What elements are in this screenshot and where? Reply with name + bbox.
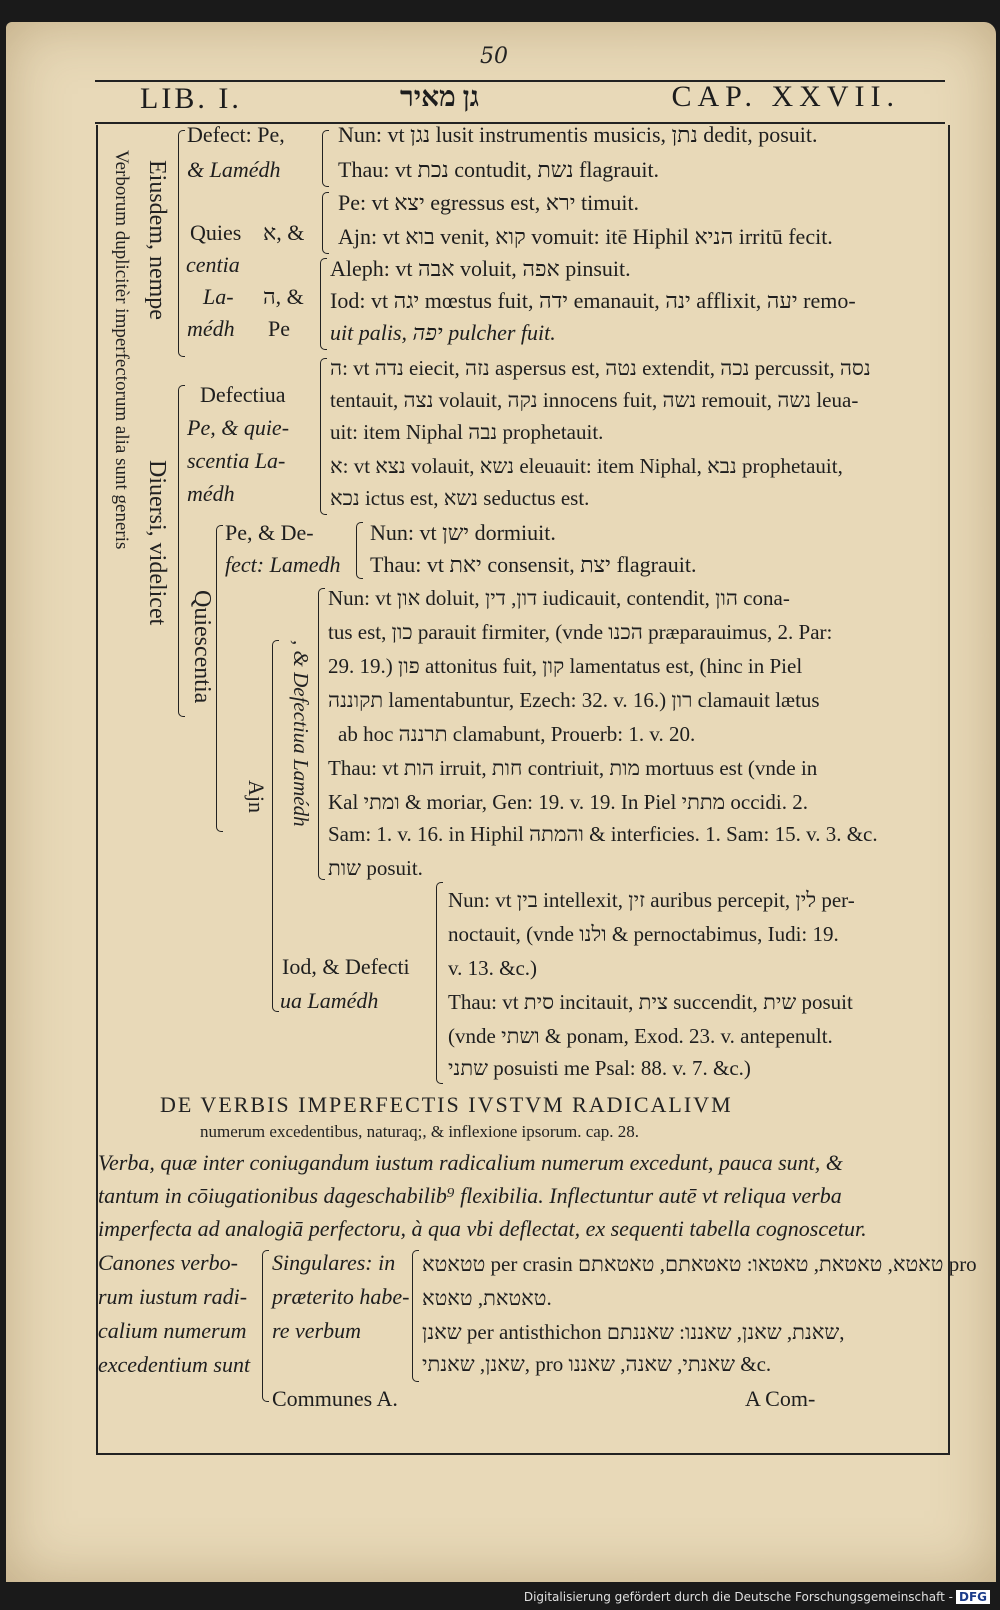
- bracket: [412, 1250, 419, 1382]
- table-line: La-: [203, 284, 234, 309]
- communes-label: Communes A.: [272, 1386, 398, 1411]
- table-line: Defect: Pe,: [187, 122, 285, 147]
- footer-text: Digitalisierung gefördert durch die Deutsche Forschungsgemeinschaft -: [523, 1590, 953, 1604]
- bracket: [320, 258, 327, 350]
- table-line: ab hoc תרננה clamabunt, Prouerb: 1. v. 20.: [338, 722, 696, 746]
- body-line: tantum in cōiugationibus dageschabilib⁹ flexibilia. Inflectuntur autē vt reliqua verba: [98, 1183, 842, 1208]
- table-line: uit palis, יפה pulcher fuit.: [330, 320, 556, 345]
- body-line: imperfecta ad analogiā perfectoru, à qua vbi deflectat, ex sequenti tabella cognoscetur.: [98, 1216, 867, 1241]
- dfg-logo: DFG: [956, 1590, 990, 1604]
- table-line: Nun: vt בין intellexit, זין auribus percepit, לין per-: [448, 888, 855, 912]
- table-entry: טאטאת, טאטא.: [422, 1286, 552, 1310]
- running-head-left: LIB. I.: [140, 82, 242, 115]
- canones-line: calium numerum: [98, 1318, 247, 1343]
- canones-line: excedentium sunt: [98, 1352, 251, 1377]
- table-line: Thau: vt יאת consensit, יצת flagrauit.: [370, 552, 697, 577]
- table-line: médh: [187, 316, 235, 341]
- bracket: [178, 385, 185, 717]
- table-line: ה: vt נדה eiecit, נזה aspersus est, נטה extendit, נכה percussit, נסה: [330, 356, 871, 380]
- table-line: Pe: vt יצא egressus est, ירא timuit.: [338, 190, 640, 215]
- ajin-label: Ajn: [244, 780, 269, 813]
- table-line: Defectiua: [200, 382, 286, 407]
- table-line: tentauit, נצה volauit, נקה innocens fuit, נשה remouit, נשה leua-: [330, 388, 859, 412]
- running-head-right: CAP. XXVII.: [671, 80, 900, 113]
- table-line: שות posuit.: [328, 856, 423, 880]
- outer-category-label: Verborum duplicitèr imperfectorum alia sunt generis: [111, 150, 132, 550]
- bracket: [356, 522, 363, 579]
- bracket: [262, 1250, 269, 1402]
- table-line: נכא ictus est, נשא seductus est.: [330, 486, 590, 510]
- table-entry: שאנן, שאנתי, pro שאנתי, שאנה, שאננו &c.: [422, 1352, 772, 1376]
- table-line: Thau: vt הות irruit, חות contriuit, מות mortuus est (vnde in: [328, 756, 818, 780]
- singulares-line: re verbum: [272, 1318, 361, 1343]
- table-line: tus est, כון parauit firmiter, (vnde הכנו præparauimus, 2. Par:: [328, 620, 833, 644]
- table-line: Sam: 1. v. 16. in Hiphil והמתה & interficies. 1. Sam: 15. v. 3. &c.: [328, 822, 878, 846]
- table-line: uit: item Niphal נבה prophetauit.: [330, 420, 604, 444]
- table-line: Pe, & De-: [225, 520, 314, 545]
- table-line: Nun: vt און doluit, דון, דין iudicauit, contendit, הון cona-: [328, 586, 790, 610]
- table-line: scentia La-: [187, 448, 286, 473]
- body-line: Verba, quæ inter coniugandum iustum radicalium numerum excedunt, pauca sunt, &: [98, 1150, 843, 1175]
- bracket: [178, 130, 185, 357]
- canones-line: Canones verbo-: [98, 1250, 238, 1275]
- table-line: & Lamédh: [187, 157, 281, 182]
- table-line: א, &: [263, 220, 305, 245]
- bracket: [216, 525, 223, 832]
- bracket: [322, 192, 329, 254]
- table-line: Pe, & quie-: [187, 415, 290, 440]
- eiusdem-label: Eiusdem, nempe: [144, 160, 170, 320]
- table-line: médh: [187, 481, 235, 506]
- table-line: Pe: [268, 316, 290, 341]
- bracket: [272, 640, 279, 1012]
- table-line: v. 13. &c.): [448, 956, 538, 980]
- table-line: Aleph: vt אבה voluit, אפה pinsuit.: [330, 256, 631, 281]
- diuersi-label: Diuersi, videlicet: [144, 460, 170, 626]
- bracket: [322, 130, 329, 187]
- table-line: Quies: [190, 220, 242, 245]
- quiescentia-label: Quiescentia: [189, 590, 215, 704]
- table-line: Iod, & Defecti: [282, 954, 410, 979]
- singulares-line: Singulares: in: [272, 1250, 396, 1275]
- table-line: 29. 19.) פון attonitus fuit, קון lamentatus est, (hinc in Piel: [328, 654, 803, 678]
- table-line: (vnde ושתי & ponam, Exod. 23. v. antepenult.: [448, 1024, 833, 1048]
- bracket: [320, 358, 327, 515]
- table-line: Nun: vt ישן dormiuit.: [370, 520, 556, 545]
- table-line: centia: [186, 252, 240, 277]
- table-line: Nun: vt נגן lusit instrumentis musicis, נתן dedit, posuit.: [338, 122, 818, 147]
- section-subheading: numerum excedentibus, naturaq;, & inflexione ipsorum. cap. 28.: [200, 1122, 640, 1141]
- table-line: fect: Lamedh: [225, 552, 341, 577]
- defectiua-lamedh-label: , & Defectiua Lamédh: [289, 640, 313, 827]
- running-head-center: גן מאיר: [400, 82, 480, 113]
- table-line: Iod: vt יגה mœstus fuit, ידה emanauit, ינה afflixit, יעה remo-: [330, 288, 856, 313]
- canones-line: rum iustum radi-: [98, 1284, 248, 1309]
- digitization-footer: [524, 1590, 990, 1604]
- table-line: שתני posuisti me Psal: 88. v. 7. &c.): [448, 1056, 751, 1080]
- table-line: Thau: vt נכת contudit, נשת flagrauit.: [338, 157, 660, 182]
- table-line: תקוננה lamentabuntur, Ezech: 32. v. 16.) רון clamauit lætus: [328, 688, 820, 712]
- table-line: ה, &: [263, 284, 304, 309]
- running-head: [100, 80, 940, 120]
- rule-bottom: [96, 1453, 948, 1455]
- bracket: [436, 882, 443, 1084]
- bracket: [318, 588, 325, 880]
- table-line: noctauit, (vnde ולנו & pernoctabimus, Iudi: 19.: [448, 922, 839, 946]
- section-heading: DE VERBIS IMPERFECTIS IVSTVM RADICALIVM: [160, 1092, 733, 1117]
- table-entry: שאנן per antisthichon שאנת, שאנן, שאננו: שאננתם,: [422, 1320, 845, 1344]
- table-line: Ajn: vt בוא venit, קוא vomuit: itē Hiphil הניא irritū fecit.: [338, 224, 833, 249]
- singulares-line: præterito habe-: [272, 1284, 410, 1309]
- table-line: Thau: vt סית incitauit, צית succendit, שית posuit: [448, 990, 853, 1014]
- table-line: א: vt נצא volauit, נשא eleuauit: item Niphal, נבא prophetauit,: [330, 454, 843, 478]
- table-entry: טטאטא per crasin טאטא, טאטאת, טאטאו: טאטאתם, טאטאתם pro: [422, 1252, 977, 1276]
- catchword: A Com-: [745, 1386, 816, 1411]
- table-line: Kal ומתי & moriar, Gen: 19. v. 19. In Piel מתתי occidi. 2.: [328, 790, 808, 814]
- table-line: ua Lamédh: [280, 988, 379, 1013]
- page-number: 50: [480, 44, 508, 69]
